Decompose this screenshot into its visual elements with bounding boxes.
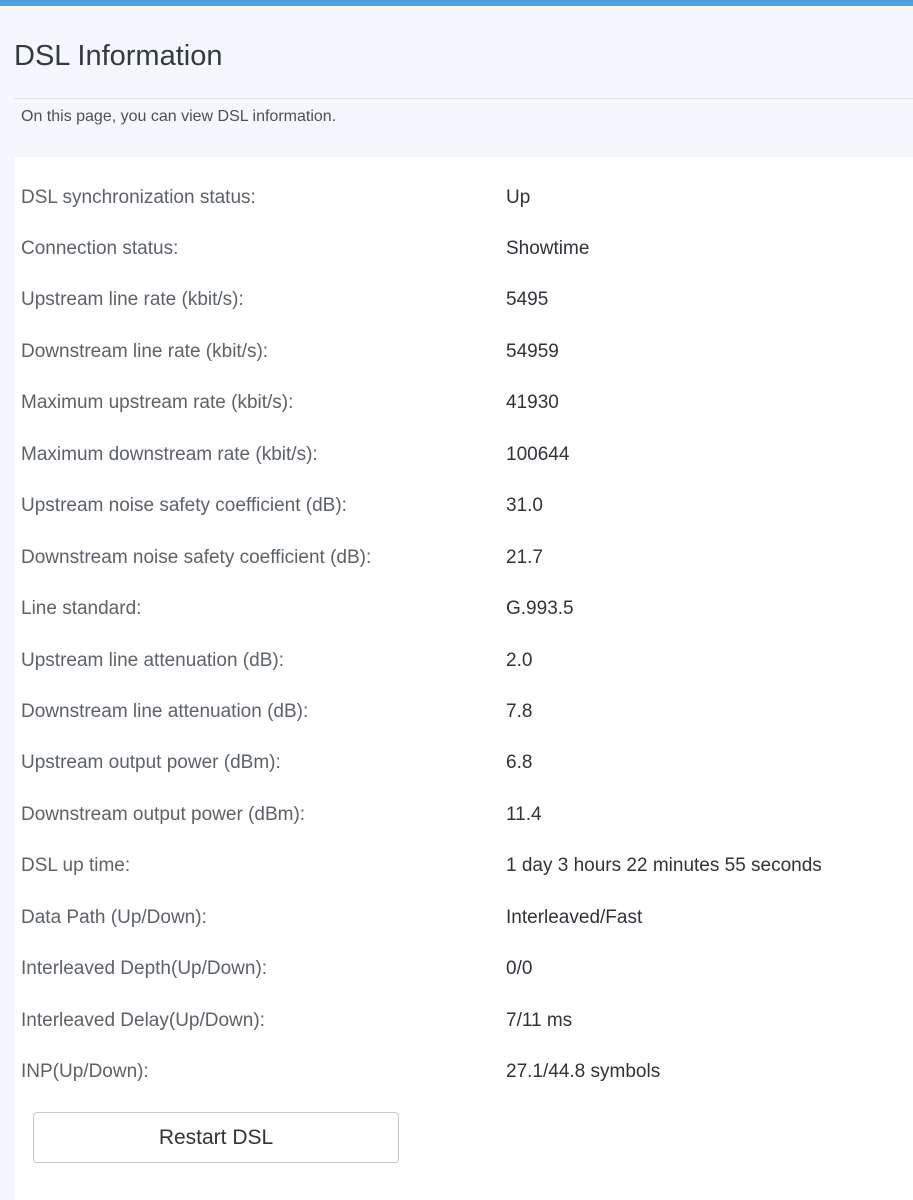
info-value: 27.1/44.8 symbols xyxy=(506,1061,661,1082)
info-value: 0/0 xyxy=(506,958,533,979)
info-value: 100644 xyxy=(506,444,570,465)
info-value: 7.8 xyxy=(506,701,533,722)
info-row-downstream-output-power xyxy=(14,789,913,840)
info-row-sync-status xyxy=(14,172,913,223)
info-row-connection-status xyxy=(14,223,913,274)
info-value: 2.0 xyxy=(506,650,533,671)
info-label: Maximum upstream rate (kbit/s): xyxy=(21,392,294,413)
info-row-max-downstream-rate xyxy=(14,429,913,480)
info-value: 6.8 xyxy=(506,752,533,773)
info-row-upstream-line-rate xyxy=(14,274,913,325)
info-value: Up xyxy=(506,187,531,208)
info-row-max-upstream-rate xyxy=(14,377,913,428)
info-label: Downstream output power (dBm): xyxy=(21,804,306,825)
info-value: 5495 xyxy=(506,289,549,310)
info-value: G.993.5 xyxy=(506,598,574,619)
info-label: Upstream line attenuation (dB): xyxy=(21,650,284,671)
info-label: Interleaved Depth(Up/Down): xyxy=(21,958,268,979)
info-value: 54959 xyxy=(506,341,559,362)
info-row-inp xyxy=(14,1046,913,1097)
info-row-downstream-attenuation xyxy=(14,686,913,737)
title-divider xyxy=(14,98,913,99)
info-row-dsl-uptime xyxy=(14,840,913,891)
info-row-interleaved-depth xyxy=(14,943,913,994)
info-value: 31.0 xyxy=(506,495,543,516)
page-title: DSL Information xyxy=(14,40,223,72)
info-label: Line standard: xyxy=(21,598,142,619)
info-value: Showtime xyxy=(506,238,590,259)
info-label: Interleaved Delay(Up/Down): xyxy=(21,1010,265,1031)
restart-dsl-button[interactable]: Restart DSL xyxy=(33,1112,399,1163)
info-row-upstream-output-power xyxy=(14,737,913,788)
info-value: 7/11 ms xyxy=(506,1010,573,1031)
top-accent-bar xyxy=(0,0,913,6)
info-label: Upstream noise safety coefficient (dB): xyxy=(21,495,347,516)
info-label: DSL up time: xyxy=(21,855,131,876)
info-row-upstream-noise-margin xyxy=(14,480,913,531)
info-label: INP(Up/Down): xyxy=(21,1061,149,1082)
page-description: On this page, you can view DSL information. xyxy=(21,108,337,125)
info-label: Connection status: xyxy=(21,238,179,259)
info-value: 1 day 3 hours 22 minutes 55 seconds xyxy=(506,855,822,876)
info-row-downstream-line-rate xyxy=(14,326,913,377)
info-label: Downstream line rate (kbit/s): xyxy=(21,341,269,362)
info-row-line-standard xyxy=(14,583,913,634)
info-label: Maximum downstream rate (kbit/s): xyxy=(21,444,318,465)
info-label: Upstream output power (dBm): xyxy=(21,752,281,773)
info-value: 41930 xyxy=(506,392,559,413)
info-value: 21.7 xyxy=(506,547,543,568)
info-label: DSL synchronization status: xyxy=(21,187,256,208)
info-label: Downstream line attenuation (dB): xyxy=(21,701,309,722)
info-row-interleaved-delay xyxy=(14,995,913,1046)
info-row-downstream-noise-margin xyxy=(14,532,913,583)
info-label: Data Path (Up/Down): xyxy=(21,907,207,928)
info-row-data-path xyxy=(14,892,913,943)
info-label: Downstream noise safety coefficient (dB): xyxy=(21,547,372,568)
info-label: Upstream line rate (kbit/s): xyxy=(21,289,244,310)
info-row-upstream-attenuation xyxy=(14,635,913,686)
info-value: Interleaved/Fast xyxy=(506,907,643,928)
dsl-info-panel xyxy=(14,157,913,1200)
info-value: 11.4 xyxy=(506,804,542,825)
